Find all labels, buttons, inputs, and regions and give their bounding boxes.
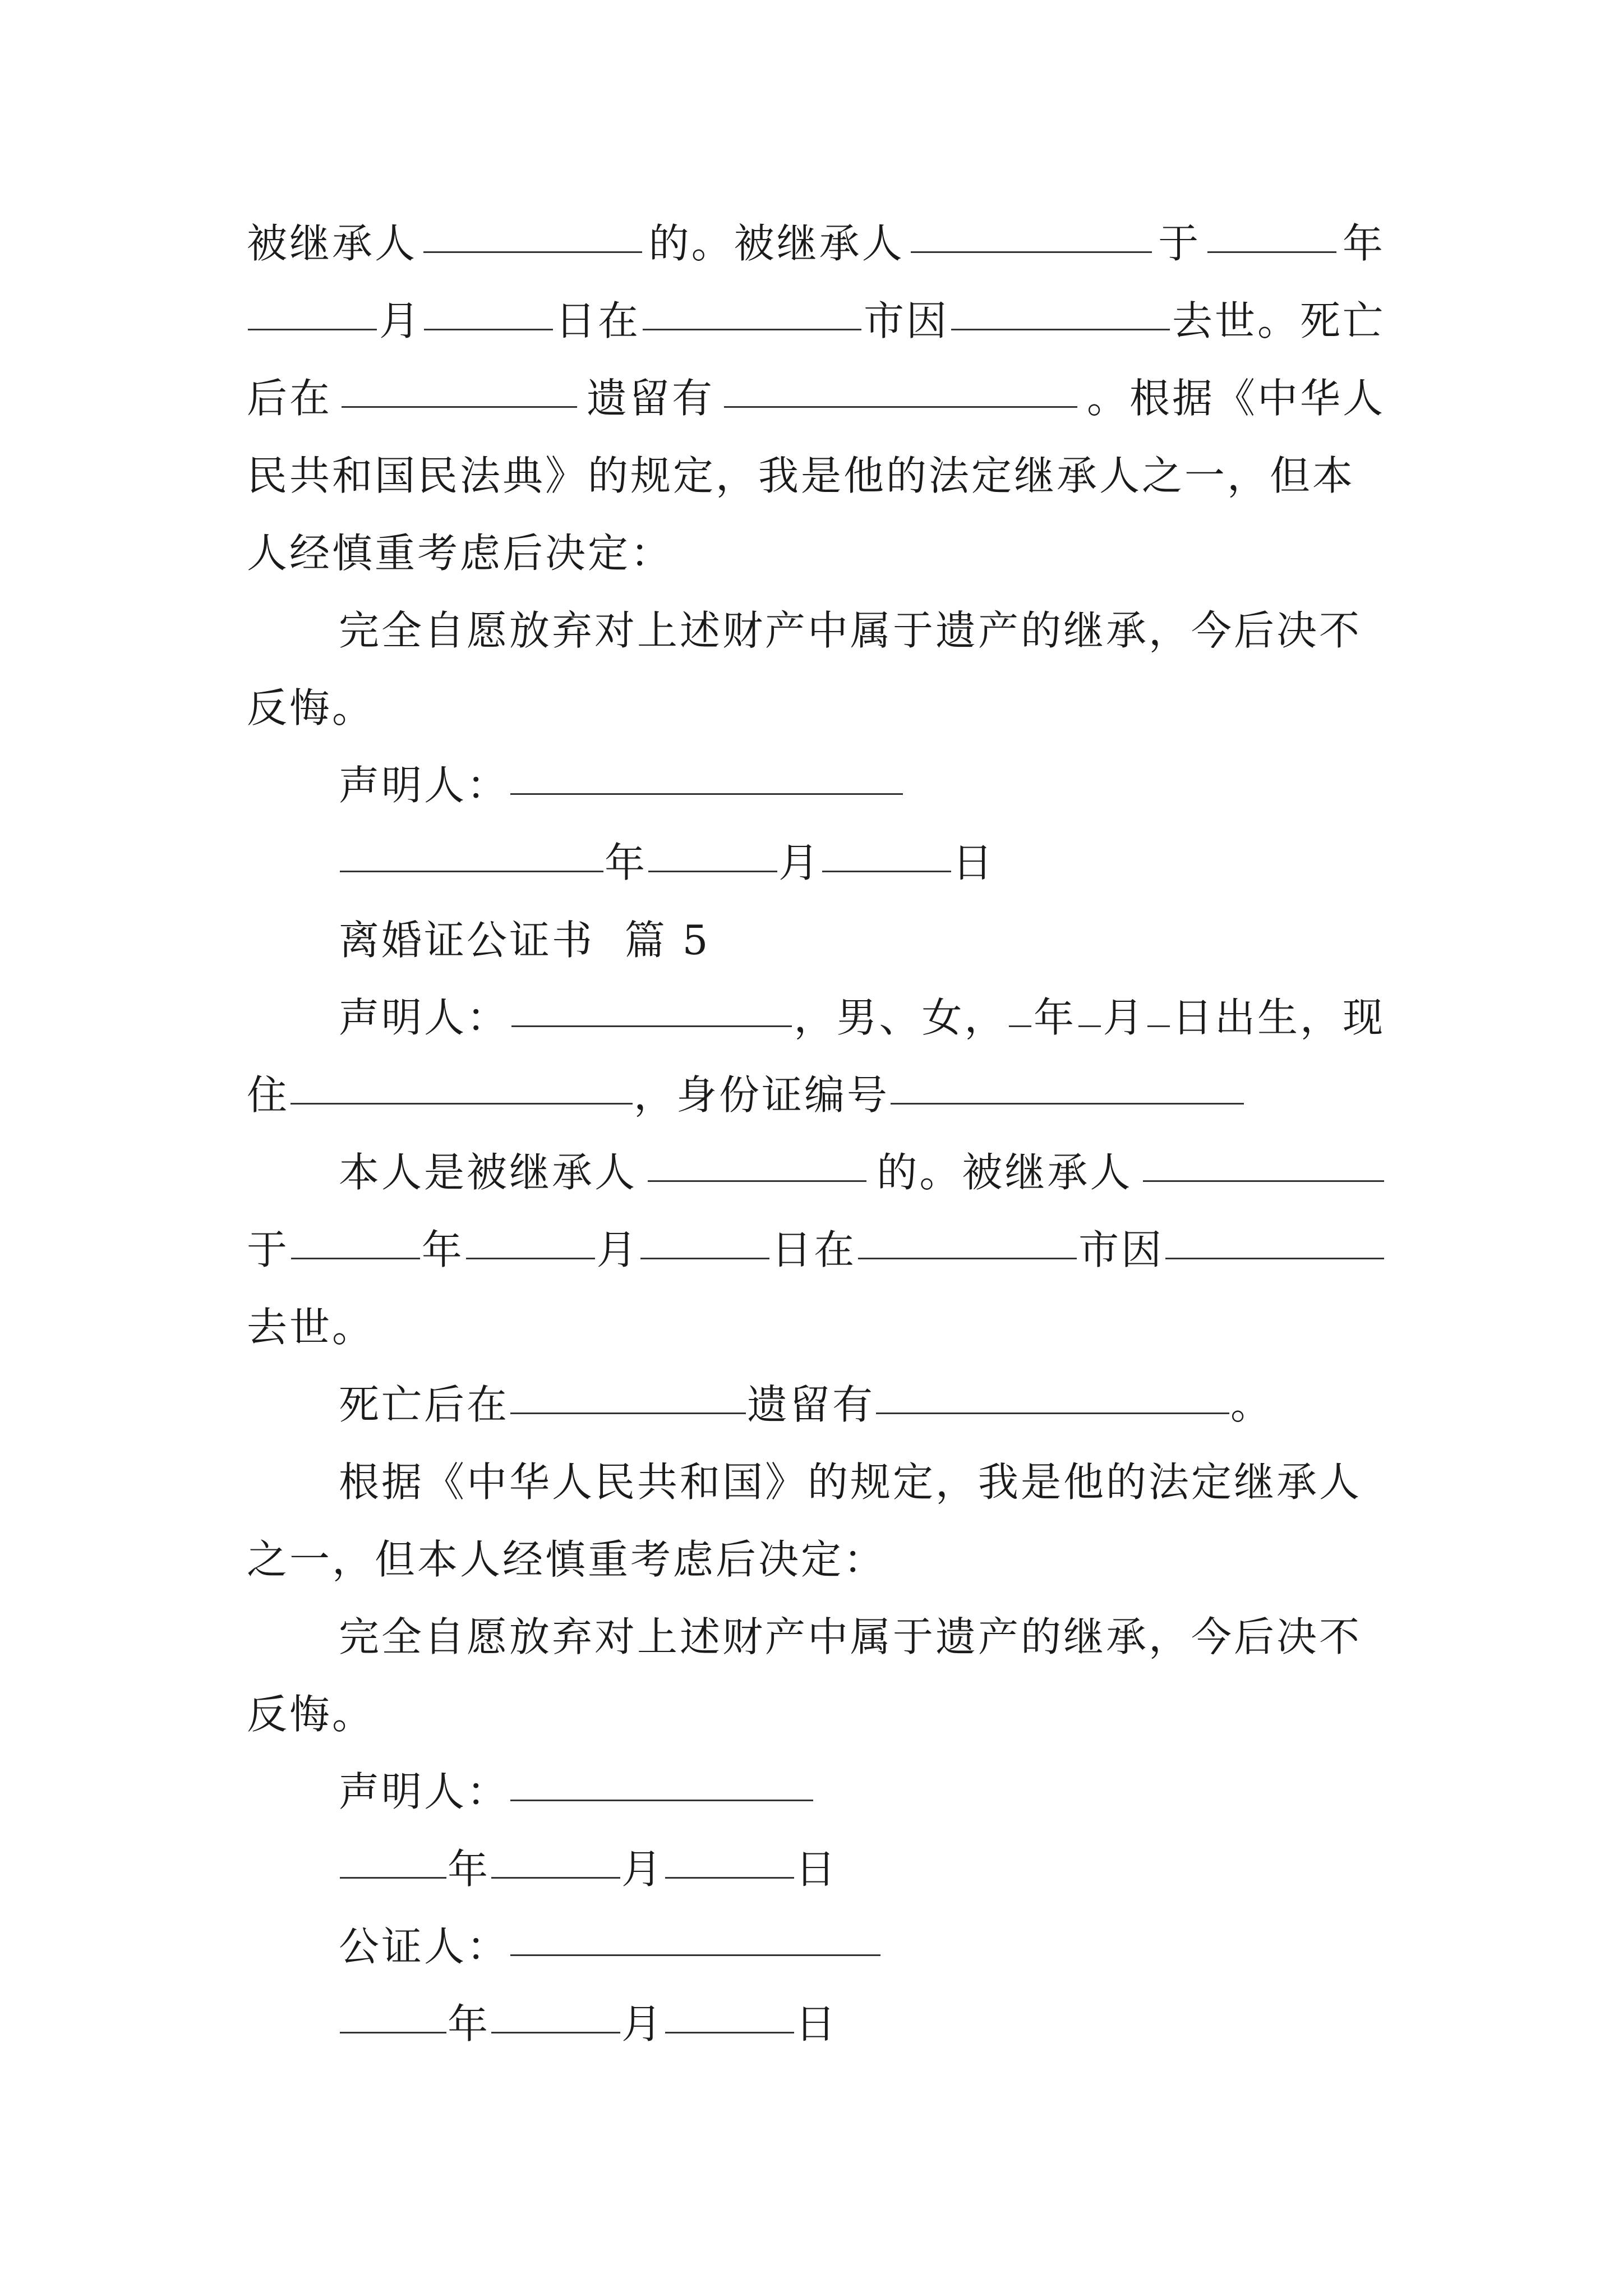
blank-underline [424, 329, 553, 330]
text-segment: 于 [247, 1226, 290, 1273]
text-segment: 反悔。 [247, 1691, 375, 1738]
text-segment: 人经慎重考虑后决定： [247, 530, 674, 577]
blank-underline [665, 1877, 794, 1879]
text-segment: 遗留有 [586, 375, 714, 422]
text-segment: 本人是被继承人 [339, 1149, 638, 1196]
text-segment: 月 [621, 1846, 665, 1893]
paragraph-line [247, 1521, 1385, 1598]
paragraph-line [247, 205, 1385, 282]
blank-underline [510, 793, 903, 795]
blank-underline [291, 1258, 420, 1259]
text-segment: 年 [448, 2000, 491, 2047]
signature-line [247, 1908, 1385, 1985]
text-segment: 年 [1342, 220, 1385, 267]
text-segment: 声明人： [339, 994, 510, 1041]
blank-underline [423, 251, 642, 253]
text-segment: 完全自愿放弃对上述财产中属于遗产的继承，今后决不 [339, 1613, 1362, 1660]
paragraph-line [247, 1676, 1385, 1753]
text-segment: 日在 [771, 1226, 857, 1273]
blank-underline [911, 251, 1152, 253]
paragraph-line [247, 1598, 1385, 1676]
paragraph-line [247, 282, 1385, 360]
text-segment: 月 [778, 839, 822, 886]
blank-underline [648, 871, 777, 872]
blank-underline [724, 406, 1077, 408]
text-segment: 年 [421, 1226, 464, 1273]
text-segment: 。 [1230, 1381, 1274, 1428]
text-segment: 遗留有 [747, 1381, 875, 1428]
blank-underline [340, 2032, 446, 2033]
blank-underline [858, 1258, 1077, 1259]
signature-line [247, 747, 1385, 824]
paragraph-line [247, 592, 1385, 669]
text-segment: 之一，但本人经慎重考虑后决定： [247, 1536, 887, 1583]
blank-underline [643, 329, 861, 330]
blank-underline [466, 1258, 595, 1259]
text-segment: 的。被继承人 [648, 220, 905, 267]
blank-underline [822, 871, 951, 872]
paragraph-line [247, 1056, 1385, 1134]
blank-underline [510, 1412, 746, 1414]
blank-underline [1147, 1025, 1170, 1027]
text-segment: 被继承人 [247, 220, 418, 267]
blank-underline [640, 1258, 769, 1259]
section-heading [247, 901, 1385, 979]
date-line [247, 824, 1385, 901]
blank-underline [511, 1025, 792, 1027]
section-title: 离婚证公证书 篇 5 [339, 917, 711, 964]
text-segment: 月 [1103, 994, 1146, 1041]
text-segment: 年 [1033, 994, 1076, 1041]
date-line [247, 1830, 1385, 1908]
blank-underline [1143, 1180, 1384, 1182]
blank-underline [876, 1412, 1229, 1414]
blank-underline [491, 1877, 620, 1879]
text-segment: 公证人： [339, 1923, 510, 1970]
blank-underline [340, 871, 603, 872]
text-segment: 市因 [1078, 1226, 1164, 1273]
blank-underline [510, 1800, 813, 1801]
blank-underline [951, 329, 1170, 330]
blank-underline [248, 329, 377, 330]
text-segment: 反悔。 [247, 684, 375, 731]
paragraph-line [247, 514, 1385, 592]
text-segment: 声明人： [339, 762, 510, 809]
paragraph-line [247, 1134, 1385, 1211]
text-segment: 市因 [863, 297, 949, 344]
blank-underline [510, 1954, 880, 1956]
paragraph-line [247, 1366, 1385, 1443]
text-segment: 年 [605, 839, 648, 886]
text-segment: 月 [596, 1226, 639, 1273]
text-segment: ，身份证编号 [634, 1071, 890, 1119]
blank-underline [340, 1877, 446, 1879]
blank-underline [1009, 1025, 1031, 1027]
text-segment: 的。被继承人 [877, 1149, 1133, 1196]
blank-underline [1207, 251, 1336, 253]
paragraph-line [247, 1211, 1385, 1289]
text-segment: 声明人： [339, 1768, 510, 1815]
text-segment: 日 [795, 1846, 838, 1893]
text-segment: 民共和国民法典》的规定，我是他的法定继承人之一，但本 [247, 452, 1355, 499]
paragraph-line [247, 669, 1385, 747]
blank-underline [648, 1180, 866, 1182]
paragraph-line [247, 437, 1385, 514]
text-segment: 根据《中华人民共和国》的规定，我是他的法定继承人 [339, 1458, 1362, 1506]
text-segment: 死亡后在 [339, 1381, 510, 1428]
text-segment: 住 [247, 1071, 290, 1119]
text-segment: 完全自愿放弃对上述财产中属于遗产的继承，今后决不 [339, 607, 1362, 654]
blank-underline [342, 406, 577, 408]
text-segment: 月 [379, 297, 422, 344]
text-segment: 月 [621, 2000, 665, 2047]
text-segment: 年 [448, 1846, 491, 1893]
text-segment: 于 [1158, 220, 1201, 267]
paragraph-line [247, 360, 1385, 437]
blank-underline [891, 1103, 1244, 1105]
blank-underline [665, 2032, 794, 2033]
text-segment: ，男、女， [794, 994, 1007, 1041]
document-page [247, 205, 1385, 2063]
text-segment: 后在 [247, 375, 333, 422]
text-segment: 日出生，现 [1172, 994, 1385, 1041]
text-segment: 去世。 [247, 1304, 375, 1351]
blank-underline [491, 2032, 620, 2033]
blank-underline [1078, 1025, 1101, 1027]
text-segment: 日 [795, 2000, 838, 2047]
paragraph-line [247, 979, 1385, 1056]
text-segment: 日在 [555, 297, 640, 344]
paragraph-line [247, 1443, 1385, 1521]
paragraph-line [247, 1289, 1385, 1366]
signature-line [247, 1753, 1385, 1830]
text-segment: 去世。死亡 [1172, 297, 1385, 344]
blank-underline [1165, 1258, 1384, 1259]
date-line [247, 1985, 1385, 2063]
text-segment: 。根据《中华人 [1086, 375, 1385, 422]
blank-underline [291, 1103, 633, 1105]
text-segment: 日 [952, 839, 995, 886]
